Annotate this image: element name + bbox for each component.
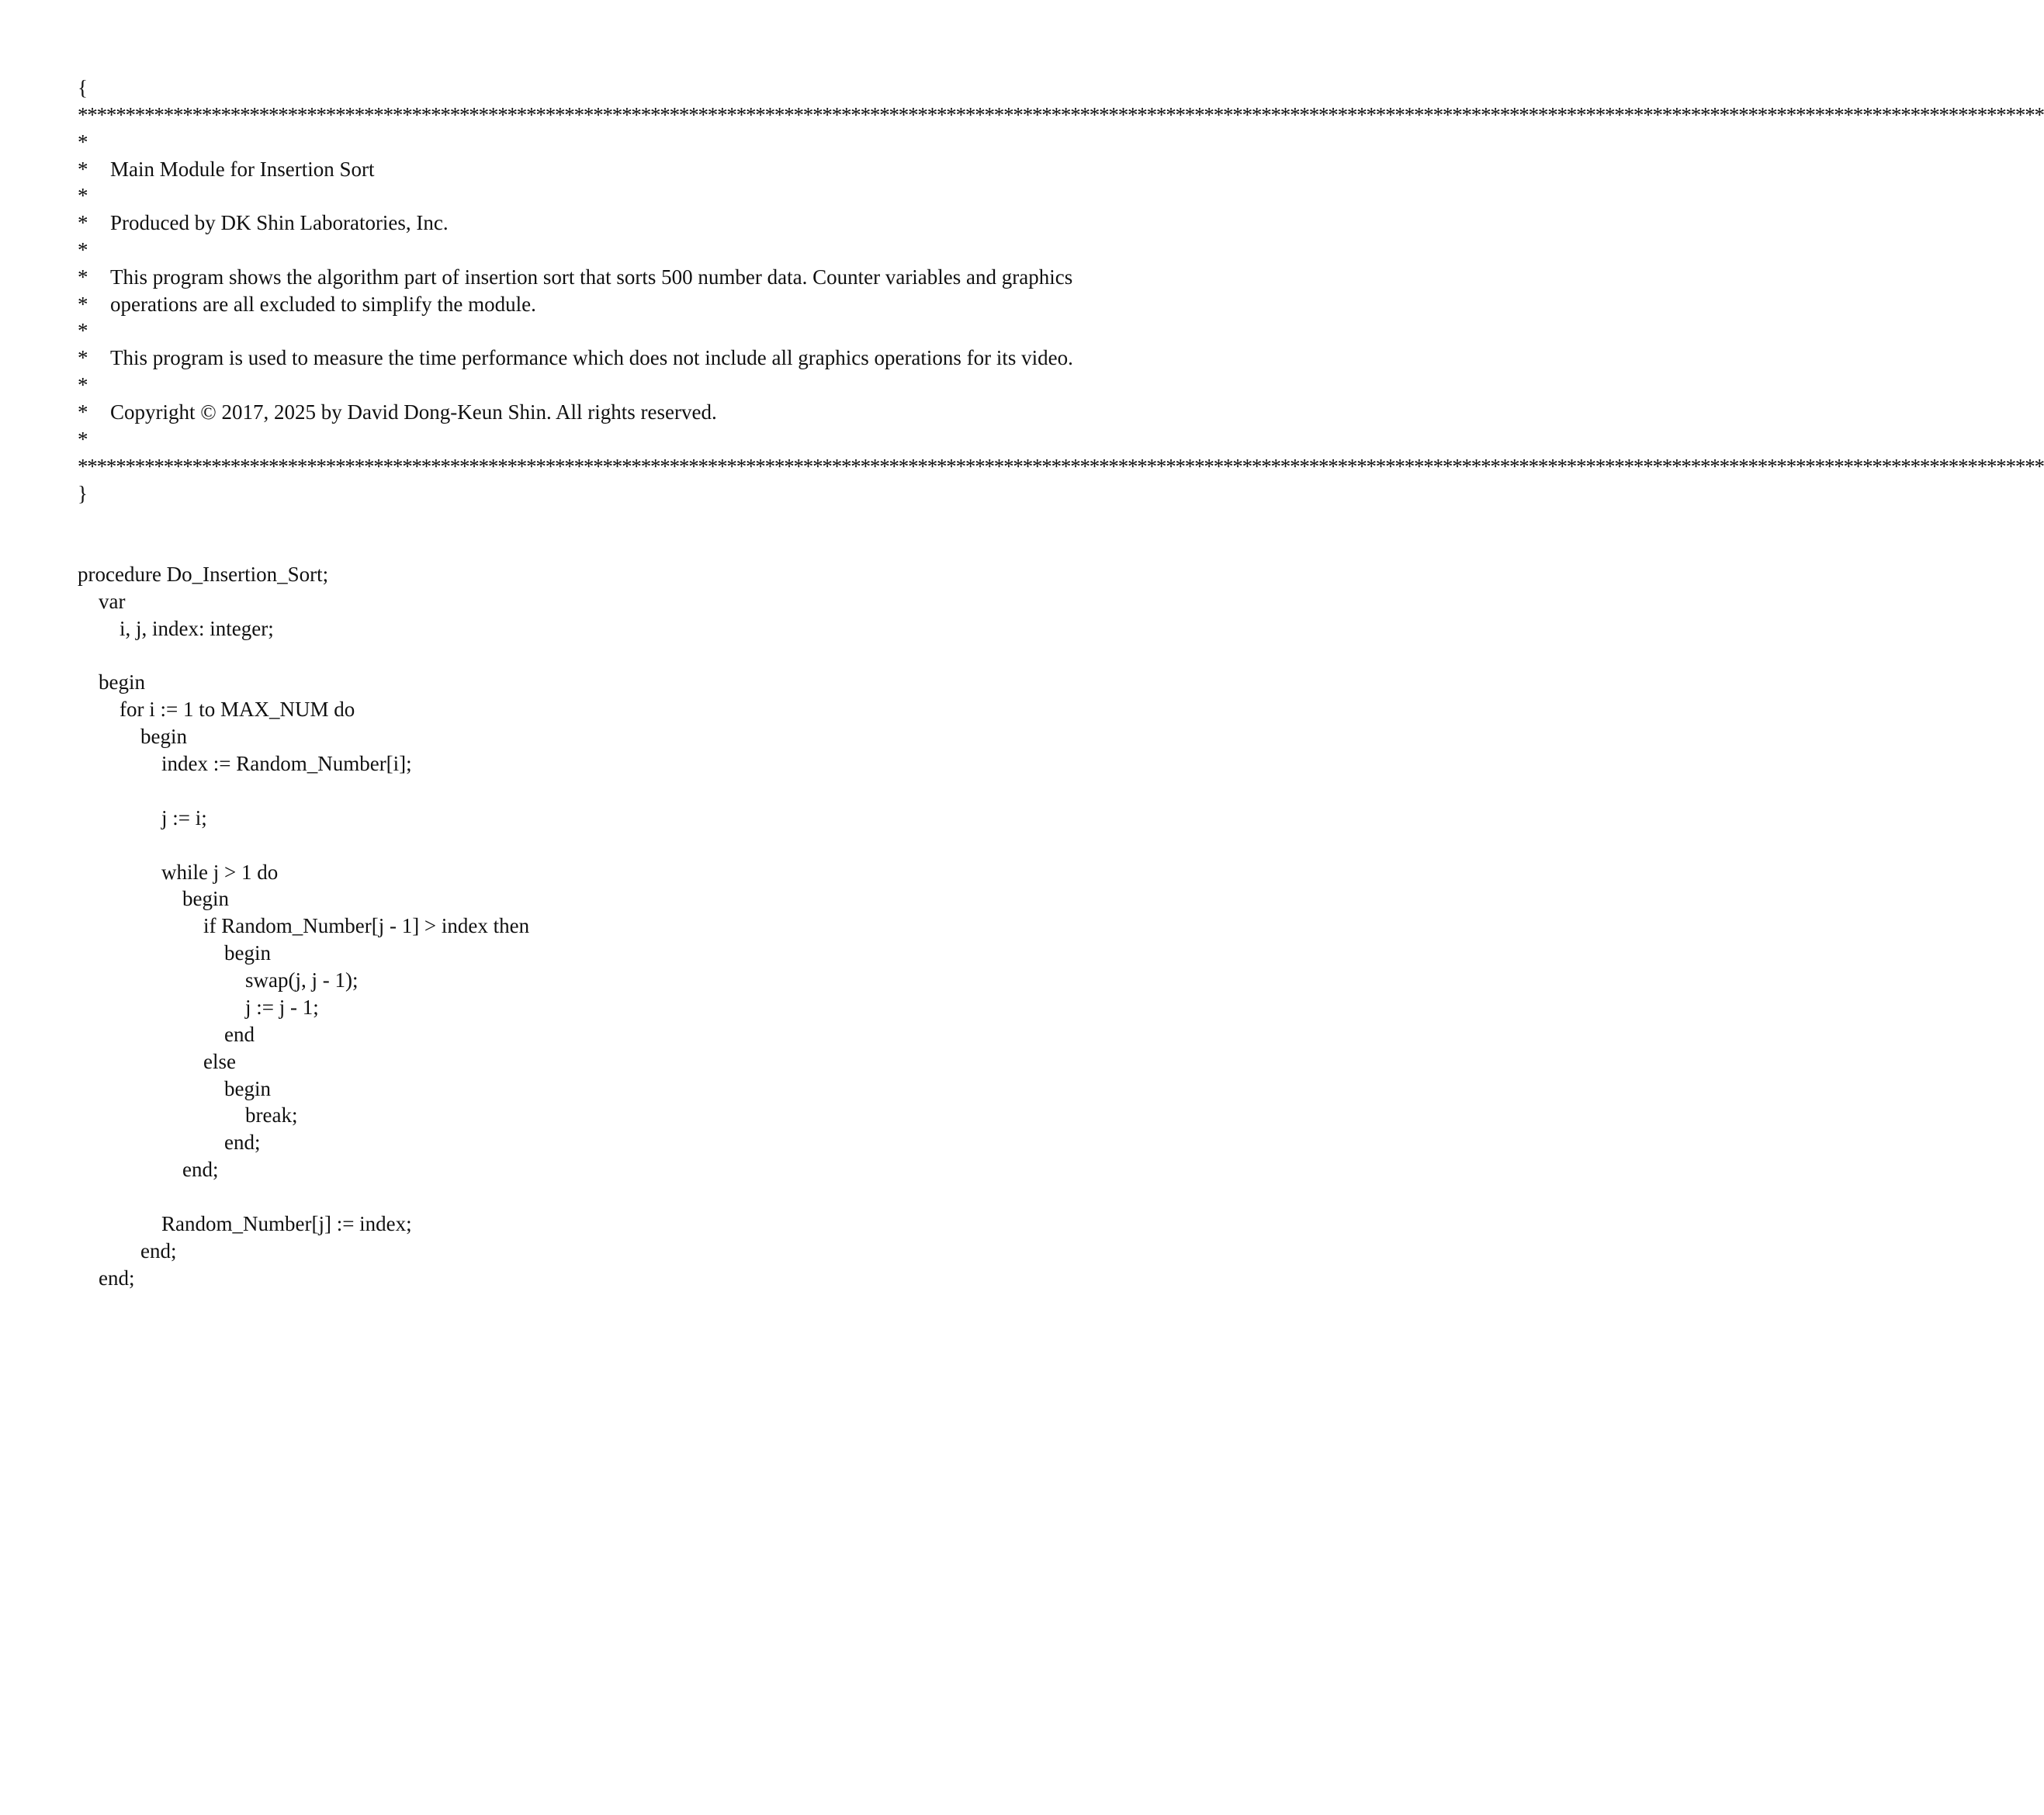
comment-asterisk: *	[78, 293, 88, 316]
code-line: if Random_Number[j - 1] > index then	[78, 914, 530, 937]
comment-asterisk: *	[78, 158, 88, 181]
code-line: for i := 1 to MAX_NUM do	[78, 698, 355, 721]
header-open-brace: {	[78, 76, 88, 99]
header-comment-line	[78, 399, 717, 425]
comment-asterisk: *	[78, 130, 88, 154]
header-comment-line	[78, 182, 110, 209]
description-text: operations are all excluded to simplify the module.	[110, 293, 536, 316]
code-line: while j > 1 do	[78, 861, 279, 884]
comment-asterisk: *	[78, 400, 88, 424]
code-line: index := Random_Number[i];	[78, 752, 412, 775]
code-line: begin	[78, 1077, 271, 1100]
header-comment-line	[78, 237, 110, 263]
code-line: procedure Do_Insertion_Sort;	[78, 563, 329, 586]
code-line: end;	[78, 1158, 219, 1181]
header-comment-line	[78, 345, 1073, 371]
header-star-border-top: **************************************************************************************************************************************************************************************************************	[78, 103, 2044, 126]
module-title: Main Module for Insertion Sort	[110, 158, 375, 181]
code-line: swap(j, j - 1);	[78, 968, 359, 992]
code-line: end;	[78, 1239, 177, 1263]
header-comment-line	[78, 129, 110, 155]
header-comment-line	[78, 291, 536, 317]
comment-asterisk: *	[78, 319, 88, 342]
copyright-text: Copyright © 2017, 2025 by David Dong-Keun Shin. All rights reserved.	[110, 400, 717, 424]
code-line: begin	[78, 941, 271, 965]
comment-asterisk: *	[78, 265, 88, 289]
header-comment-line	[78, 156, 374, 182]
code-line: i, j, index: integer;	[78, 617, 274, 640]
header-comment-line	[78, 210, 449, 236]
code-line: else	[78, 1050, 236, 1073]
comment-asterisk: *	[78, 373, 88, 397]
code-line: begin	[78, 887, 229, 910]
code-line: end;	[78, 1266, 135, 1290]
producer-text: Produced by DK Shin Laboratories, Inc.	[110, 211, 449, 234]
code-line: j := i;	[78, 806, 207, 830]
code-line: break;	[78, 1103, 298, 1127]
header-comment-line	[78, 426, 110, 452]
comment-asterisk: *	[78, 428, 88, 451]
header-comment-line	[78, 264, 1072, 290]
header-close-brace: }	[78, 482, 88, 505]
code-line: j := j - 1;	[78, 996, 319, 1019]
header-star-border-bottom: **************************************************************************************************************************************************************************************************************	[78, 455, 2044, 478]
comment-asterisk: *	[78, 211, 88, 234]
code-line: begin	[78, 670, 145, 694]
header-comment-line	[78, 372, 110, 398]
purpose-text: This program is used to measure the time performance which does not include all graphics operations for its video.	[110, 346, 1073, 369]
description-text: This program shows the algorithm part of insertion sort that sorts 500 number data. Counter variables and graphics	[110, 265, 1073, 289]
code-line: var	[78, 590, 126, 613]
code-line: end;	[78, 1131, 261, 1154]
comment-asterisk: *	[78, 184, 88, 207]
code-line: begin	[78, 725, 187, 748]
header-comment-line	[78, 317, 110, 344]
code-line: end	[78, 1023, 255, 1046]
comment-asterisk: *	[78, 346, 88, 369]
code-line: Random_Number[j] := index;	[78, 1212, 412, 1235]
comment-asterisk: *	[78, 238, 88, 262]
